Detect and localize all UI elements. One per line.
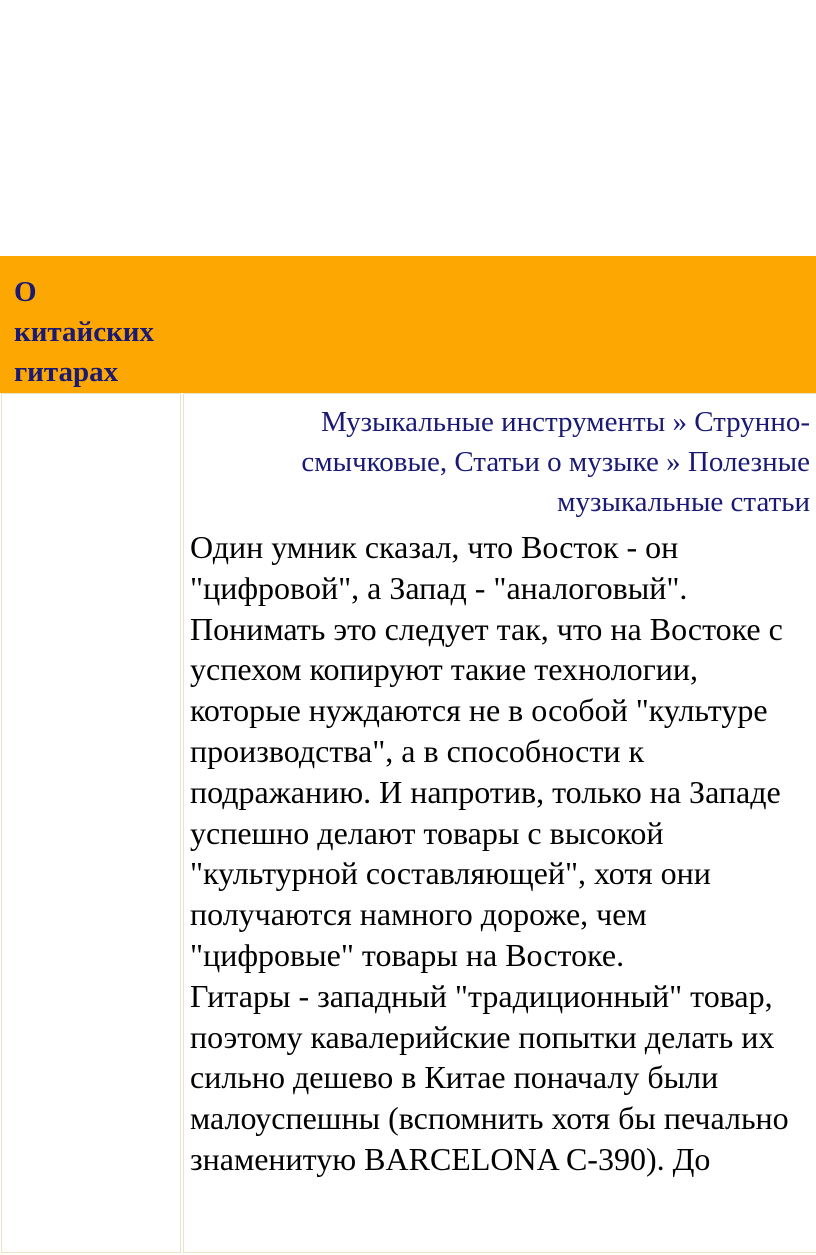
article-paragraph-2: Гитары - западный "традиционный" товар, поэтому кавалерийские попытки делать их сильно дешево в Китае поначалу были малоуспешны (вспомнить хотя бы печально знаменитую BARCELONA C-390). До <box>190 977 789 1177</box>
article-body <box>190 527 814 1180</box>
breadcrumb-link-music-articles[interactable]: Статьи о музыке <box>454 446 659 478</box>
page-title <box>14 272 194 392</box>
article-paragraph-1: Один умник сказал, что Восток - он "цифровой", а Запад - "аналоговый". Понимать это следует так, что на Востоке с успехом копируют такие технологии, которые нуждаются не в особой "культуре производства", а в способности к подражанию. И напротив, только на Западе успешно делают товары с высокой "культурной составляющей", хотя они получаются намного дороже, чем "цифровые" товары на Востоке. <box>190 529 783 973</box>
breadcrumb-link-musical-instruments[interactable]: Музыкальные инструменты <box>321 406 666 438</box>
page-title-line1: О <box>14 276 37 308</box>
breadcrumb-link-useful-articles[interactable]: Полезные музыкальные статьи <box>557 446 810 518</box>
breadcrumb-comma: , <box>439 446 455 478</box>
breadcrumb <box>190 402 810 522</box>
breadcrumb-separator: » <box>665 406 695 438</box>
left-table-cell <box>1 393 181 1253</box>
breadcrumb-separator: » <box>658 446 688 478</box>
breadcrumb-link-bowed-strings[interactable]: Струнно-смычковые <box>301 406 810 478</box>
page-title-line3: гитарах <box>14 356 119 388</box>
page-title-line2: китайских <box>14 316 155 348</box>
